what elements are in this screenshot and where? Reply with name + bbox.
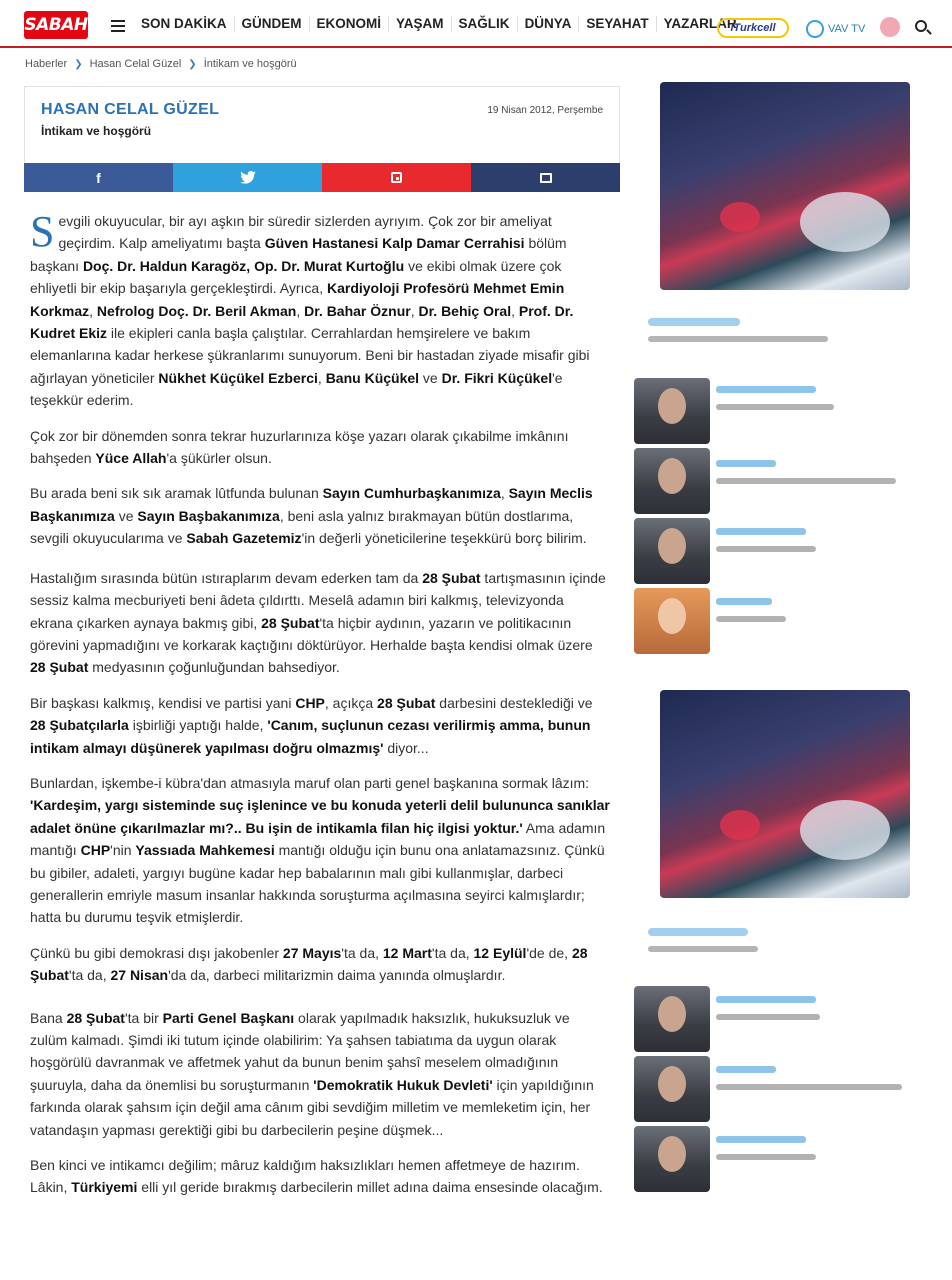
search-icon[interactable] xyxy=(915,20,927,32)
nav-item-seyahat[interactable]: SEYAHAT xyxy=(578,16,655,32)
user-avatar[interactable] xyxy=(880,17,900,37)
author-thumbnail[interactable] xyxy=(634,518,710,584)
flipboard-icon xyxy=(391,172,402,183)
print-button[interactable] xyxy=(471,163,620,192)
advertisement-image[interactable] xyxy=(660,82,910,290)
share-bar xyxy=(24,163,620,192)
author-thumbnail[interactable] xyxy=(634,588,710,654)
list-item-text xyxy=(716,1014,820,1020)
breadcrumb-current[interactable]: İntikam ve hoşgörü xyxy=(203,58,297,70)
list-item-text xyxy=(716,404,834,410)
list-item-title[interactable] xyxy=(716,1066,776,1073)
sidebar-section-title xyxy=(648,318,740,326)
article-date: 19 Nisan 2012, Perşembe xyxy=(487,105,603,116)
breadcrumb-author[interactable]: Hasan Celal Güzel xyxy=(89,58,182,70)
list-item-title[interactable] xyxy=(716,460,776,467)
top-navigation-bar xyxy=(0,0,952,48)
twitter-share-button[interactable] xyxy=(173,163,322,192)
sidebar-section-subtitle xyxy=(648,946,758,952)
breadcrumb xyxy=(25,58,297,70)
paragraph: Bunlardan, işkembe-i kübra'dan atmasıyla maruf olan parti genel başkanına sormak lâzım: 'Kardeşim, yargı sisteminde suç işlenince ve bu konuda yeterli delil bulununca sanıklar adalet önüne çıkarılmazlar mı?.. Bu işin de intikamla filan hiç ilgisi yoktur.' Ama adamın mantığı CHP'nin Yassıada Mahkemesi mantığı olduğu için bunu ona anlatamazsınız. Çünkü bu gibiler, adaleti, yargıyı bugüne kadar hep babalarının malı gibi kullanmışlar, darbeci generallerin emriyle masum insanlar hakkında soruşturma açılmasına seyirci kalmışlardır; hatta bu durumu teşvik etmişlerdir. xyxy=(30,774,610,926)
paragraph: Çok zor bir dönemden sonra tekrar huzurlarınıza köşe yazarı olarak çıkabilme imkânını bahşeden Yüce Allah'a şükürler olsun. xyxy=(30,427,569,467)
list-item-title[interactable] xyxy=(716,996,816,1003)
nav-item-yazarlar[interactable]: YAZARLAR xyxy=(656,16,744,32)
list-item-text xyxy=(716,1084,902,1090)
nav-item-saglik[interactable]: SAĞLIK xyxy=(451,16,517,32)
drop-cap: S xyxy=(30,207,55,256)
article-header-card xyxy=(24,86,620,191)
paragraph: Çünkü bu gibi demokrasi dışı jakobenler 27 Mayıs'ta da, 12 Mart'ta da, 12 Eylül'de de, 28 Şubat'ta da, 27 Nisan'da da, darbeci militarizmin daima yanında olmuşlardır. xyxy=(30,944,588,984)
paragraph: Bu arada beni sık sık aramak lûtfunda bulunan Sayın Cumhurbaşkanımıza, Sayın Meclis Başkanımıza ve Sayın Başbakanımıza, beni asla yalnız bırakmayan bütün dostlarıma, sevgili okuyucularıma ve Sabah Gazetemiz'in değerli yöneticilerine teşekkürü borç bilirim. xyxy=(30,485,593,547)
paragraph: Bir başkası kalkmış, kendisi ve partisi yani CHP, açıkça 28 Şubat darbesini desteklediği ve 28 Şubatçılarla işbirliği yaptığı halde, 'Canım, suçlunun cezası verilirmiş amma, bunun intikam almayı düşünerek yapılması doğru olmazmış' diyor... xyxy=(30,694,593,756)
vavtv-link[interactable] xyxy=(806,18,865,40)
list-item-text xyxy=(716,478,896,484)
paragraph: Hastalığım sırasında bütün ıstıraplarım devam ederken tam da 28 Şubat tartışmasının içinde sessiz kalma mecburiyeti beni âdeta çıldırttı. Meselâ adamın biri kalkmış, televizyonda ekrana çıkarken aynaya bakmış gibi, 28 Şubat'ta hiçbir aydının, yazarın ve politikacının görevini yapmadığını ve korkarak kaçtığını döktürüyor. Herhalde başta kendisi olmak üzere 28 Şubat medyasının çoğunluğundan bahsediyor. xyxy=(30,569,606,676)
sidebar-section-subtitle xyxy=(648,336,828,342)
article-title: İntikam ve hoşgörü xyxy=(41,124,152,138)
author-thumbnail[interactable] xyxy=(634,1126,710,1192)
nav-item-dunya[interactable]: DÜNYA xyxy=(517,16,579,32)
author-thumbnail[interactable] xyxy=(634,986,710,1052)
author-name[interactable]: HASAN CELAL GÜZEL xyxy=(41,101,220,118)
author-thumbnail[interactable] xyxy=(634,1056,710,1122)
paragraph: Ben kinci ve intikamcı değilim; mâruz kaldığım haksızlıkları hemen affetmeye de hazırım. Lâkin, Türkiyemi elli yıl geride bırakmış darbecilerin millet adına daima ensesinde olacağım. xyxy=(30,1157,603,1196)
list-item-text xyxy=(716,1154,816,1160)
paragraph: Bana 28 Şubat'ta bir Parti Genel Başkanı olarak yapılmadık haksızlık, hukuksuzluk ve zulüm kalmadı. Şimdi iki tutum içinde olabilirim: Ya şahsen tabiatıma da uygun olarak hoşgörülü davranmak ve affetmek yahut da bunun benim şahsî meselem olmadığının şuuruyla, daha da önemlisi bu soruşturmanın 'Demokratik Hukuk Devleti' için yapıldığının farkında olarak şahsım için değil ama cânım gibi sevdiğim milletim ve memleketim için, her vatandaşın yapması gerektiği gibi bu darbecilerin peşine düşmek... xyxy=(30,1009,594,1138)
print-icon xyxy=(540,173,552,183)
list-item-text xyxy=(716,546,816,552)
list-item-title[interactable] xyxy=(716,386,816,393)
nav-item-ekonomi[interactable]: EKONOMİ xyxy=(309,16,389,32)
vavtv-label: VAV TV xyxy=(828,23,866,35)
flipboard-share-button[interactable] xyxy=(322,163,471,192)
chevron-right-icon: ❯ xyxy=(74,58,83,70)
sabah-logo[interactable]: SABAH xyxy=(24,11,88,39)
list-item-title[interactable] xyxy=(716,528,806,535)
sidebar-section-title xyxy=(648,928,748,936)
list-item-title[interactable] xyxy=(716,1136,806,1143)
main-nav xyxy=(134,0,744,48)
vavtv-logo-icon xyxy=(806,20,824,38)
advertisement-image[interactable] xyxy=(660,690,910,898)
nav-item-gundem[interactable]: GÜNDEM xyxy=(234,16,309,32)
breadcrumb-home[interactable]: Haberler xyxy=(25,58,68,70)
list-item-title[interactable] xyxy=(716,598,772,605)
nav-item-yasam[interactable]: YAŞAM xyxy=(388,16,451,32)
facebook-share-button[interactable] xyxy=(24,163,173,192)
chevron-right-icon: ❯ xyxy=(188,58,197,70)
menu-icon[interactable] xyxy=(111,20,125,32)
facebook-icon: f xyxy=(96,169,101,186)
list-item-text xyxy=(716,616,786,622)
author-thumbnail[interactable] xyxy=(634,378,710,444)
twitter-icon xyxy=(240,171,256,184)
author-thumbnail[interactable] xyxy=(634,448,710,514)
nav-item-son-dakika[interactable]: SON DAKİKA xyxy=(141,16,227,31)
paragraph: Sevgili okuyucular, bir ayı aşkın bir süredir sizlerden ayrıyım. Çok zor bir ameliyat geçirdim. Kalp ameliyatımı başta Güven Hastanesi Kalp Damar Cerrahisi bölüm başkanı Doç. Dr. Haldun Karagöz, Op. Dr. Murat Kurtoğlu ve ekibi olmak üzere çok ehliyetli bir ekip başarıyla gerçekleştirdi. Ayrıca, Kardiyoloji Profesörü Mehmet Emin Korkmaz, Nefrolog Doç. Dr. Beril Akman, Dr. Bahar Öznur, Dr. Behiç Oral, Prof. Dr. Kudret Ekiz ile ekipleri canla başla çalıştılar. Cerrahlardan hemşirelere ve bakım elemanlarına kadar herkese şükranlarımı sunuyorum. Beni bir hastadan ziyade misafir gibi ağırlayan yöneticiler Nükhet Küçükel Ezberci, Banu Küçükel ve Dr. Fikri Küçükel'e teşekkür ederim. xyxy=(30,207,590,409)
article-body xyxy=(30,207,610,1212)
turkcell-link[interactable]: iTurkcell xyxy=(717,18,789,38)
